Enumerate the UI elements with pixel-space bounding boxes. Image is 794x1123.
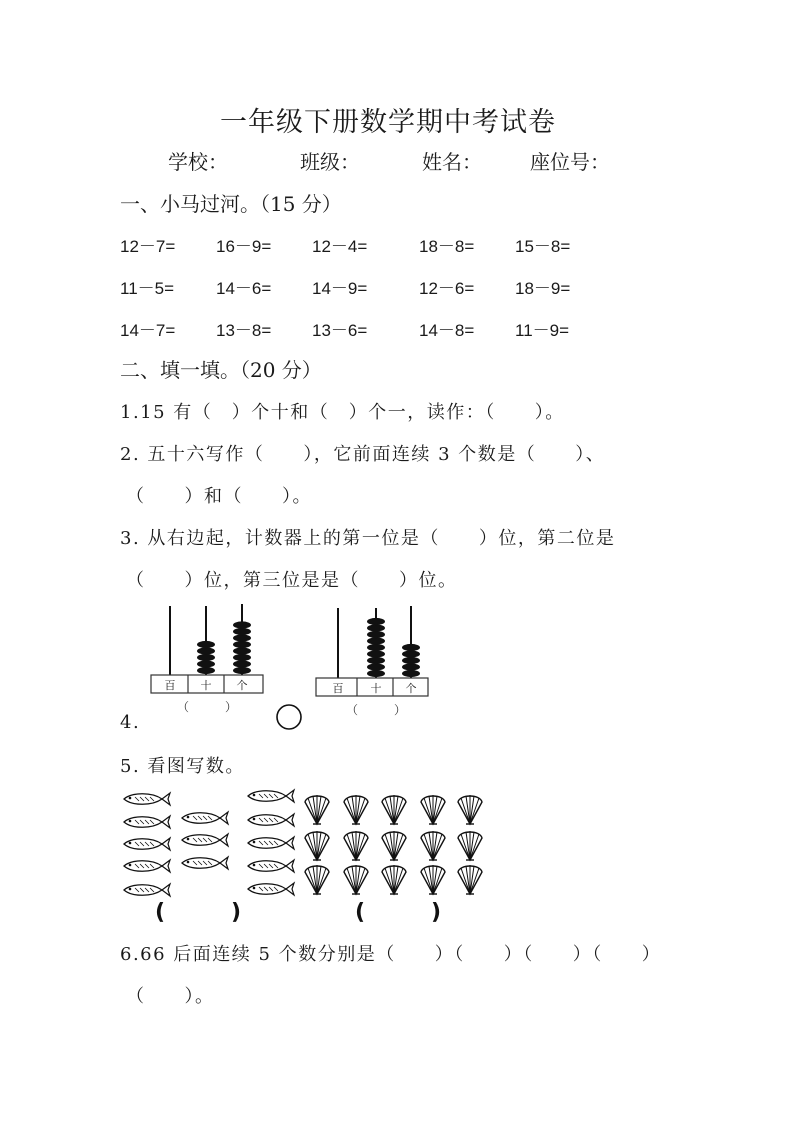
equation: 15－8= (515, 237, 571, 256)
abacus-bead (197, 660, 215, 667)
fish-icon (182, 881, 228, 893)
abacus-label-tens: 十 (370, 682, 382, 695)
fish-icon (248, 860, 294, 872)
shell-icon (305, 831, 329, 860)
shell-icon (305, 795, 329, 824)
question-4-label: 4. (120, 712, 141, 733)
equation: 13－6= (312, 321, 368, 340)
fish-answer-paren: ( ) (154, 900, 242, 925)
question-3-line-1: 3. 从右边起，计数器上的第一位是（ ）位，第二位是 (120, 528, 616, 549)
class-field-label: 班级： (300, 150, 360, 174)
equation: 12－4= (312, 237, 368, 256)
equation: 16－9= (216, 237, 272, 256)
equation: 11－5= (120, 279, 175, 298)
abacus-bead (233, 641, 251, 648)
shell-icon (421, 831, 445, 860)
abacus-bead (367, 624, 385, 631)
abacus-label-hundreds: 百 (164, 679, 176, 692)
fish-icon (248, 814, 294, 826)
abacus-bead (367, 618, 385, 625)
shell-icon (382, 865, 406, 894)
shell-icon (458, 795, 482, 824)
abacus-label-ones: 个 (236, 679, 248, 692)
abacus-bead (402, 663, 420, 670)
fish-icon (124, 884, 170, 896)
abacus-bead (233, 654, 251, 661)
equation: 14－6= (216, 279, 272, 298)
fish-icon (248, 837, 294, 849)
question-2-line-1: 2. 五十六写作（ ），它前面连续 3 个数是（ ）、 (120, 444, 606, 465)
name-field-label: 姓名： (422, 150, 482, 174)
abacus-right (314, 600, 434, 725)
seat-field-label: 座位号： (530, 150, 610, 174)
shell-icon (344, 831, 368, 860)
abacus-bead (367, 637, 385, 644)
abacus-bead (197, 667, 215, 674)
shell-icon (382, 795, 406, 824)
shell-answer-paren: ( ) (354, 900, 442, 925)
abacus-answer-paren: （ ） (176, 700, 238, 714)
shell-icon (344, 865, 368, 894)
equation: 14－8= (419, 321, 475, 340)
question-3-line-2: （ ）位，第三位是是（ ）位。 (126, 570, 458, 591)
abacus-bead (197, 647, 215, 654)
shell-picture (300, 790, 495, 930)
abacus-bead (233, 660, 251, 667)
question-6-line-1: 6.66 后面连续 5 个数分别是（ ）（ ）（ ）（ ） (120, 944, 662, 965)
shell-icon (458, 831, 482, 860)
abacus-bead (233, 621, 251, 628)
abacus-bead (367, 650, 385, 657)
fish-icon (182, 857, 228, 869)
abacus-label-tens: 十 (200, 679, 212, 692)
equation: 18－8= (419, 237, 475, 256)
abacus-bead (233, 628, 251, 635)
question-1: 1.15 有（ ）个十和（ ）个一，读作：（ ）。 (120, 402, 565, 423)
shell-icon (344, 795, 368, 824)
equation: 13－8= (216, 321, 272, 340)
fish-icon (124, 816, 170, 828)
fish-icon (248, 883, 294, 895)
shell-icon (421, 795, 445, 824)
question-2-line-2: （ ）和（ ）。 (126, 486, 312, 507)
page-title: 一年级下册数学期中考试卷 (220, 107, 556, 138)
fish-icon (124, 860, 170, 872)
shell-icon (458, 865, 482, 894)
fish-icon (124, 793, 170, 805)
abacus-right-beads (367, 618, 420, 677)
equation: 14－7= (120, 321, 176, 340)
shell-icon (421, 865, 445, 894)
abacus-bead (402, 657, 420, 664)
abacus-bead (402, 670, 420, 677)
equation: 11－9= (515, 321, 570, 340)
abacus-bead (233, 647, 251, 654)
equation: 14－9= (312, 279, 368, 298)
abacus-bead (402, 650, 420, 657)
fish-picture (118, 785, 303, 925)
fish-icon (182, 812, 228, 824)
school-field-label: 学校： (168, 150, 228, 174)
abacus-answer-paren: （ ） (345, 703, 407, 717)
abacus-bead (402, 644, 420, 651)
fish-icon (124, 838, 170, 850)
abacus-label-ones: 个 (405, 682, 417, 695)
compare-circle[interactable] (275, 703, 305, 733)
abacus-label-hundreds: 百 (332, 682, 344, 695)
equation: 18－9= (515, 279, 571, 298)
abacus-bead (367, 631, 385, 638)
section-1-heading: 一、小马过河。（15 分） (120, 192, 342, 216)
abacus-bead (233, 667, 251, 674)
equation: 12－6= (419, 279, 475, 298)
fish-icon (182, 834, 228, 846)
abacus-bead (367, 663, 385, 670)
question-5: 5. 看图写数。 (120, 756, 245, 777)
abacus-bead (367, 644, 385, 651)
question-6-line-2: （ ）。 (126, 986, 215, 1007)
shell-icon (382, 831, 406, 860)
section-2-heading: 二、填一填。（20 分） (120, 358, 322, 382)
abacus-left (150, 600, 270, 720)
abacus-bead (367, 670, 385, 677)
abacus-bead (367, 657, 385, 664)
abacus-bead (233, 634, 251, 641)
shell-icon (305, 865, 329, 894)
abacus-bead (197, 654, 215, 661)
equation: 12－7= (120, 237, 176, 256)
fish-icon (248, 790, 294, 802)
abacus-bead (197, 641, 215, 648)
